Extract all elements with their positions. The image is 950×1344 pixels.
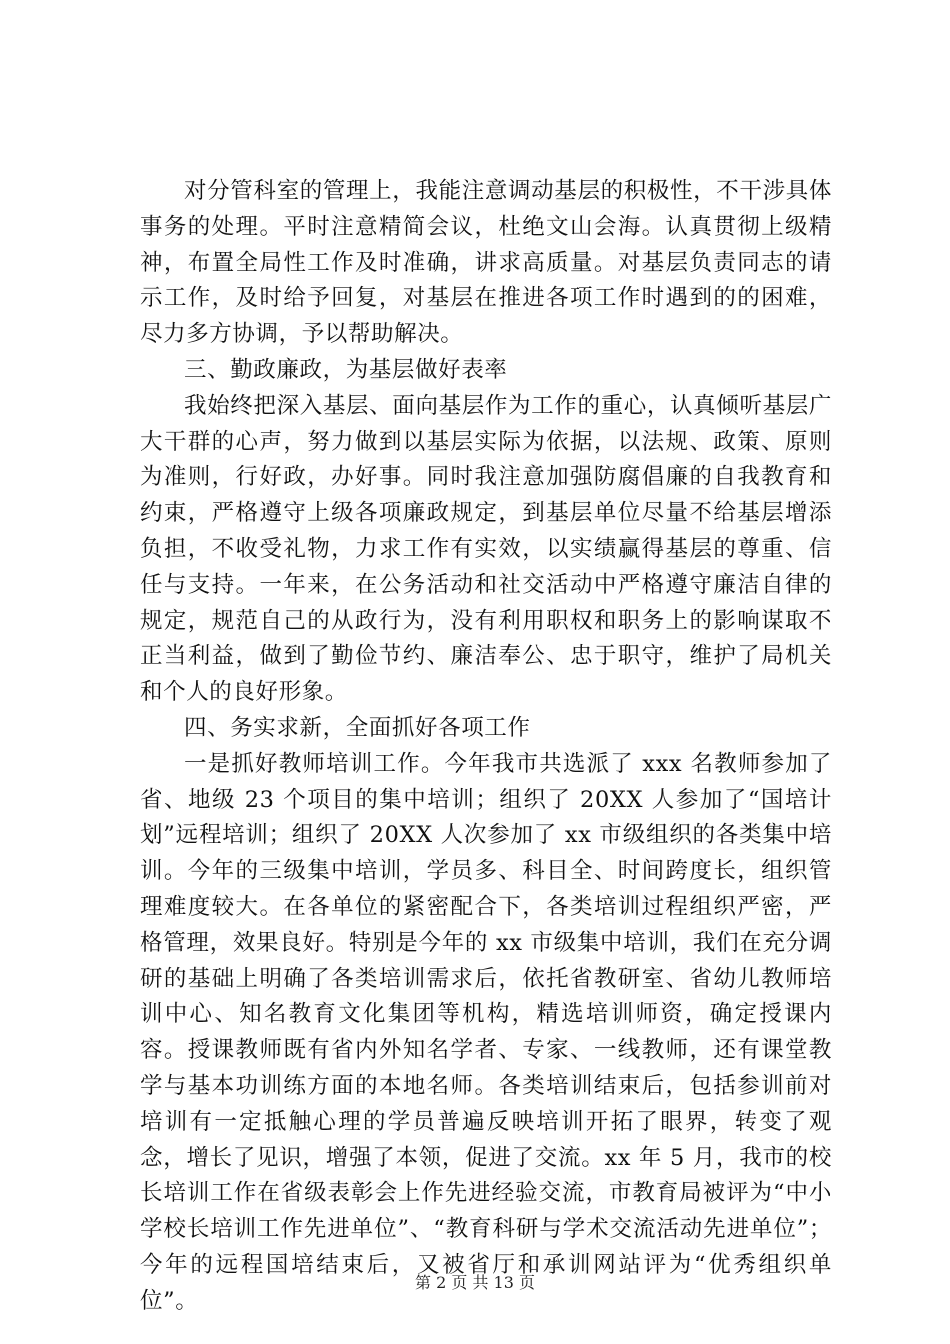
- document-body: [140, 174, 832, 1320]
- paragraph-teacher-training: 一是抓好教师培训工作。今年我市共选派了 xxx 名教师参加了省、地级 23 个项目的集中培训；组织了 20XX 人参加了“国培计划”远程培训；组织了 20XX 人次参加了 xx 市级组织的各类集中培训。今年的三级集中培训，学员多、科目全、时间跨度长，组织管理难度较大。在各单位的紧密配合下，各类培训过程组织严密，严格管理，效果良好。特别是今年的 xx 市级集中培训，我们在充分调研的基础上明确了各类培训需求后，依托省教研室、省幼儿教师培训中心、知名教育文化集团等机构，精选培训师资，确定授课内容。授课教师既有省内外知名学者、专家、一线教师，还有课堂教学与基本功训练方面的本地名师。各类培训结束后，包括参训前对培训有一定抵触心理的学员普遍反映培训开拓了眼界，转变了观念，增长了见识，增强了本领，促进了交流。xx 年 5 月，我市的校长培训工作在省级表彰会上作先进经验交流，市教育局被评为“中小学校长培训工作先进单位”、“教育科研与学术交流活动先进单位”；今年的远程国培结束后，又被省厅和承训网站评为“优秀组织单位”。: [140, 750, 832, 1314]
- paragraph-management: 对分管科室的管理上，我能注意调动基层的积极性，不干涉具体事务的处理。平时注意精简会议，杜绝文山会海。认真贯彻上级精神，布置全局性工作及时准确，讲求高质量。对基层负责同志的请示工作，及时给予回复，对基层在推进各项工作时遇到的的困难，尽力多方协调，予以帮助解决。: [140, 178, 832, 348]
- section-heading-3: 三、勤政廉政，为基层做好表率: [184, 356, 508, 383]
- section-heading-4: 四、务实求新，全面抓好各项工作: [184, 714, 531, 741]
- paragraph-integrity: 我始终把深入基层、面向基层作为工作的重心，认真倾听基层广大干群的心声，努力做到以基层实际为依据，以法规、政策、原则为准则，行好政，办好事。同时我注意加强防腐倡廉的自我教育和约束，严格遵守上级各项廉政规定，到基层单位尽量不给基层增添负担，不收受礼物，力求工作有实效，以实绩赢得基层的尊重、信任与支持。一年来，在公务活动和社交活动中严格遵守廉洁自律的规定，规范自己的从政行为，没有利用职权和职务上的影响谋取不正当利益，做到了勤俭节约、廉洁奉公、忠于职守，维护了局机关和个人的良好形象。: [140, 392, 832, 706]
- page-number-footer: 第 2 页 共 13 页: [415, 1273, 535, 1292]
